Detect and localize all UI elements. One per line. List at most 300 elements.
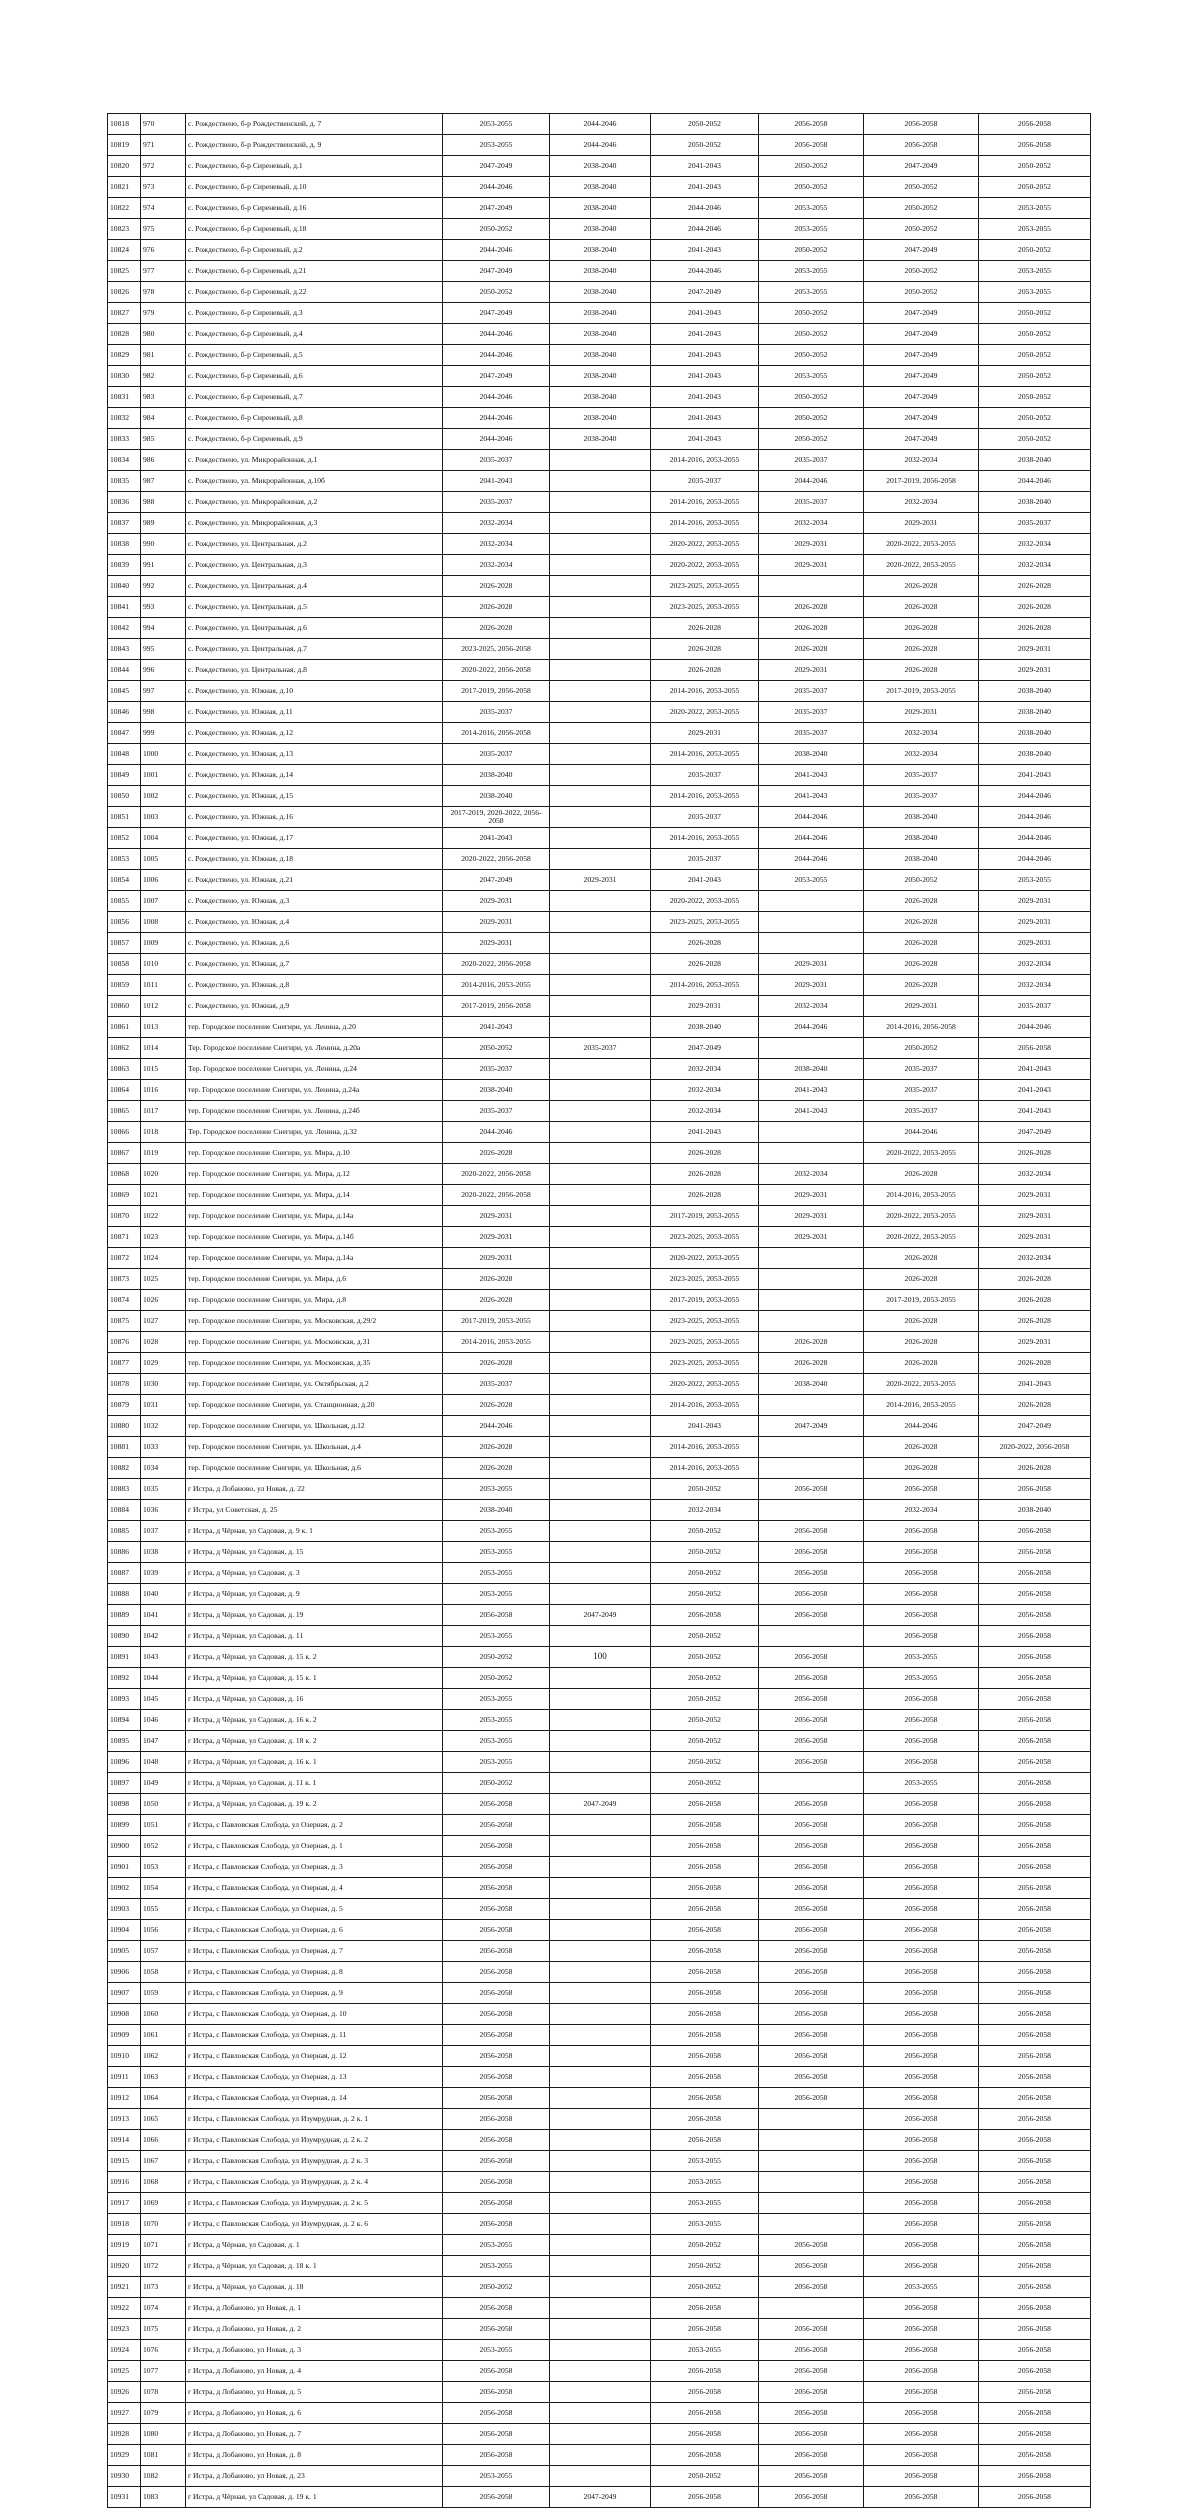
table-row [108, 996, 1091, 1017]
house-number: 1077 [141, 2361, 186, 2382]
period-col-1: 2053-2055 [443, 1710, 550, 1731]
address-cell: г Истра, д Чёрная, ул Садовая, д. 19 [186, 1605, 443, 1626]
table-row [108, 2487, 1091, 2508]
period-col-5: 2026-2028 [864, 1437, 979, 1458]
period-col-2 [550, 2361, 651, 2382]
table-row [108, 219, 1091, 240]
period-col-2 [550, 1899, 651, 1920]
period-col-1: 2038-2040 [443, 786, 550, 807]
period-col-1: 2044-2046 [443, 408, 550, 429]
period-col-6: 2047-2049 [979, 1122, 1091, 1143]
row-number: 10875 [108, 1311, 141, 1332]
period-col-1: 2047-2049 [443, 156, 550, 177]
house-number: 984 [141, 408, 186, 429]
period-col-4: 2056-2058 [759, 2088, 864, 2109]
period-col-5: 2050-2052 [864, 219, 979, 240]
house-number: 1006 [141, 870, 186, 891]
row-number: 10859 [108, 975, 141, 996]
period-col-1: 2029-2031 [443, 1248, 550, 1269]
period-col-1: 2050-2052 [443, 1647, 550, 1668]
period-col-3: 2023-2025, 2053-2055 [651, 597, 759, 618]
period-col-2 [550, 2004, 651, 2025]
period-col-4: 2056-2058 [759, 1668, 864, 1689]
period-col-1: 2056-2058 [443, 2088, 550, 2109]
period-col-2 [550, 1563, 651, 1584]
period-col-6: 2044-2046 [979, 849, 1091, 870]
period-col-2 [550, 1311, 651, 1332]
period-col-2 [550, 1458, 651, 1479]
address-cell: г Истра, д Чёрная, ул Садовая, д. 15 к. 1 [186, 1668, 443, 1689]
period-col-4: 2041-2043 [759, 786, 864, 807]
house-number: 985 [141, 429, 186, 450]
address-cell: г Истра, с Павловская Слобода, ул Изумрудная, д. 2 к. 1 [186, 2109, 443, 2130]
period-col-1: 2050-2052 [443, 1038, 550, 1059]
period-col-3: 2056-2058 [651, 1962, 759, 1983]
period-col-3: 2047-2049 [651, 282, 759, 303]
row-number: 10911 [108, 2067, 141, 2088]
row-number: 10866 [108, 1122, 141, 1143]
period-col-3: 2056-2058 [651, 2382, 759, 2403]
period-col-1: 2035-2037 [443, 744, 550, 765]
table-row [108, 2214, 1091, 2235]
period-col-4: 2056-2058 [759, 1479, 864, 1500]
period-col-5: 2050-2052 [864, 1038, 979, 1059]
period-col-5: 2020-2022, 2053-2055 [864, 1227, 979, 1248]
period-col-4 [759, 1311, 864, 1332]
table-row [108, 2130, 1091, 2151]
period-col-6: 2029-2031 [979, 912, 1091, 933]
row-number: 10921 [108, 2277, 141, 2298]
period-col-6: 2056-2058 [979, 2130, 1091, 2151]
house-number: 992 [141, 576, 186, 597]
period-col-6: 2056-2058 [979, 2025, 1091, 2046]
period-col-1: 2020-2022, 2056-2058 [443, 849, 550, 870]
house-number: 1004 [141, 828, 186, 849]
period-col-1: 2056-2058 [443, 2067, 550, 2088]
period-col-6: 2050-2052 [979, 366, 1091, 387]
period-col-6: 2056-2058 [979, 2067, 1091, 2088]
row-number: 10870 [108, 1206, 141, 1227]
row-number: 10833 [108, 429, 141, 450]
period-col-4 [759, 1290, 864, 1311]
period-col-5: 2056-2058 [864, 1794, 979, 1815]
table-row [108, 2088, 1091, 2109]
address-cell: с. Рождествено, б-р Рождественский, д. 7 [186, 114, 443, 135]
period-col-6: 2029-2031 [979, 891, 1091, 912]
period-col-5: 2056-2058 [864, 2067, 979, 2088]
period-col-1: 2041-2043 [443, 471, 550, 492]
period-col-1: 2047-2049 [443, 870, 550, 891]
period-col-1: 2056-2058 [443, 1941, 550, 1962]
period-col-5: 2056-2058 [864, 1479, 979, 1500]
period-col-6: 2056-2058 [979, 1773, 1091, 1794]
period-col-4 [759, 1122, 864, 1143]
period-col-3: 2041-2043 [651, 345, 759, 366]
period-col-1: 2056-2058 [443, 2109, 550, 2130]
period-col-5: 2044-2046 [864, 1122, 979, 1143]
row-number: 10839 [108, 555, 141, 576]
period-col-6: 2050-2052 [979, 177, 1091, 198]
address-cell: с. Рождествено, ул. Южная, д.4 [186, 912, 443, 933]
period-col-6: 2056-2058 [979, 1605, 1091, 1626]
period-col-2 [550, 2319, 651, 2340]
table-row [108, 1584, 1091, 1605]
period-col-6: 2056-2058 [979, 2424, 1091, 2445]
period-col-2 [550, 618, 651, 639]
table-row [108, 156, 1091, 177]
period-col-4: 2056-2058 [759, 1752, 864, 1773]
period-col-6: 2056-2058 [979, 2046, 1091, 2067]
period-col-5: 2056-2058 [864, 2193, 979, 2214]
period-col-3: 2014-2016, 2053-2055 [651, 744, 759, 765]
period-col-2 [550, 828, 651, 849]
row-number: 10827 [108, 303, 141, 324]
period-col-1: 2050-2052 [443, 1773, 550, 1794]
address-cell: с. Рождествено, ул. Центральная, д.5 [186, 597, 443, 618]
row-number: 10891 [108, 1647, 141, 1668]
house-number: 1048 [141, 1752, 186, 1773]
period-col-3: 2041-2043 [651, 303, 759, 324]
period-col-5: 2056-2058 [864, 2445, 979, 2466]
period-col-4 [759, 1500, 864, 1521]
period-col-4 [759, 1458, 864, 1479]
period-col-1: 2026-2028 [443, 576, 550, 597]
period-col-5: 2056-2058 [864, 2382, 979, 2403]
period-col-4: 2050-2052 [759, 387, 864, 408]
address-cell: с. Рождествено, ул. Центральная, д.4 [186, 576, 443, 597]
period-col-1: 2047-2049 [443, 303, 550, 324]
table-row [108, 576, 1091, 597]
address-cell: г Истра, д Чёрная, ул Садовая, д. 11 [186, 1626, 443, 1647]
row-number: 10919 [108, 2235, 141, 2256]
period-col-6: 2056-2058 [979, 1857, 1091, 1878]
house-number: 1013 [141, 1017, 186, 1038]
period-col-1: 2044-2046 [443, 240, 550, 261]
period-col-6: 2038-2040 [979, 450, 1091, 471]
period-col-5: 2056-2058 [864, 1857, 979, 1878]
period-col-2 [550, 912, 651, 933]
period-col-6: 2032-2034 [979, 555, 1091, 576]
period-col-6: 2056-2058 [979, 2445, 1091, 2466]
table-row [108, 1080, 1091, 1101]
row-number: 10879 [108, 1395, 141, 1416]
period-col-4: 2050-2052 [759, 324, 864, 345]
period-col-6: 2056-2058 [979, 1794, 1091, 1815]
period-col-4 [759, 2193, 864, 2214]
row-number: 10910 [108, 2046, 141, 2067]
period-col-4: 2029-2031 [759, 954, 864, 975]
table-row [108, 2046, 1091, 2067]
period-col-3: 2014-2016, 2053-2055 [651, 1458, 759, 1479]
period-col-5: 2026-2028 [864, 639, 979, 660]
period-col-5: 2026-2028 [864, 660, 979, 681]
address-cell: г Истра, с Павловская Слобода, ул Озерная, д. 11 [186, 2025, 443, 2046]
period-col-3: 2026-2028 [651, 954, 759, 975]
period-col-2 [550, 2088, 651, 2109]
address-cell: с. Рождествено, б-р Сиреневый, д.10 [186, 177, 443, 198]
period-col-6: 2038-2040 [979, 681, 1091, 702]
period-col-5: 2056-2058 [864, 2130, 979, 2151]
period-col-6: 2026-2028 [979, 1290, 1091, 1311]
period-col-5: 2029-2031 [864, 996, 979, 1017]
period-col-4: 2038-2040 [759, 1374, 864, 1395]
table-row [108, 1290, 1091, 1311]
period-col-3: 2056-2058 [651, 1815, 759, 1836]
table-row [108, 2151, 1091, 2172]
period-col-2 [550, 2445, 651, 2466]
table-row [108, 1227, 1091, 1248]
period-col-2 [550, 996, 651, 1017]
row-number: 10901 [108, 1857, 141, 1878]
house-number: 1001 [141, 765, 186, 786]
period-col-2 [550, 1164, 651, 1185]
period-col-4: 2056-2058 [759, 135, 864, 156]
period-col-4 [759, 1437, 864, 1458]
row-number: 10876 [108, 1332, 141, 1353]
row-number: 10856 [108, 912, 141, 933]
period-col-1: 2020-2022, 2056-2058 [443, 1164, 550, 1185]
house-number: 1081 [141, 2445, 186, 2466]
period-col-5: 2056-2058 [864, 2466, 979, 2487]
period-col-4 [759, 2109, 864, 2130]
period-col-3: 2026-2028 [651, 1164, 759, 1185]
period-col-6: 2056-2058 [979, 1941, 1091, 1962]
period-col-3: 2050-2052 [651, 2235, 759, 2256]
period-col-4: 2032-2034 [759, 1164, 864, 1185]
period-col-5: 2035-2037 [864, 1059, 979, 1080]
period-col-5: 2050-2052 [864, 177, 979, 198]
period-col-4: 2032-2034 [759, 996, 864, 1017]
address-cell: с. Рождествено, ул. Южная, д.14 [186, 765, 443, 786]
row-number: 10880 [108, 1416, 141, 1437]
house-number: 1024 [141, 1248, 186, 1269]
period-col-4: 2041-2043 [759, 765, 864, 786]
table-row [108, 933, 1091, 954]
period-col-6: 2053-2055 [979, 870, 1091, 891]
period-col-6: 2056-2058 [979, 2319, 1091, 2340]
table-row [108, 2361, 1091, 2382]
period-col-1: 2020-2022, 2056-2058 [443, 954, 550, 975]
period-col-1: 2056-2058 [443, 1899, 550, 1920]
house-number: 1080 [141, 2424, 186, 2445]
period-col-6: 2056-2058 [979, 1584, 1091, 1605]
row-number: 10898 [108, 1794, 141, 1815]
table-row [108, 1983, 1091, 2004]
period-col-5: 2056-2058 [864, 2256, 979, 2277]
period-col-4: 2056-2058 [759, 114, 864, 135]
house-number: 1036 [141, 1500, 186, 1521]
address-cell: г Истра, д Лобаново, ул Новая, д. 4 [186, 2361, 443, 2382]
period-col-3: 2053-2055 [651, 2172, 759, 2193]
table-row [108, 450, 1091, 471]
house-number: 1082 [141, 2466, 186, 2487]
period-col-1: 2017-2019, 2056-2058 [443, 996, 550, 1017]
period-col-2 [550, 1374, 651, 1395]
period-col-5: 2014-2016, 2053-2055 [864, 1395, 979, 1416]
address-cell: г Истра, с Павловская Слобода, ул Изумрудная, д. 2 к. 5 [186, 2193, 443, 2214]
table-row [108, 1206, 1091, 1227]
period-col-2 [550, 1626, 651, 1647]
period-col-3: 2050-2052 [651, 1752, 759, 1773]
period-col-6: 2029-2031 [979, 1227, 1091, 1248]
row-number: 10878 [108, 1374, 141, 1395]
address-cell: с. Рождествено, ул. Микрорайонная, д.3 [186, 513, 443, 534]
table-row [108, 114, 1091, 135]
address-cell: г Истра, д Чёрная, ул Садовая, д. 18 к. 1 [186, 2256, 443, 2277]
period-col-4: 2029-2031 [759, 534, 864, 555]
period-col-2 [550, 1437, 651, 1458]
table-row [108, 2256, 1091, 2277]
period-col-5: 2026-2028 [864, 576, 979, 597]
period-col-1: 2053-2055 [443, 2340, 550, 2361]
period-col-3: 2041-2043 [651, 366, 759, 387]
address-cell: с. Рождествено, ул. Южная, д.11 [186, 702, 443, 723]
table-row [108, 1857, 1091, 1878]
period-col-6: 2056-2058 [979, 2361, 1091, 2382]
row-number: 10903 [108, 1899, 141, 1920]
period-col-6: 2056-2058 [979, 2004, 1091, 2025]
house-number: 999 [141, 723, 186, 744]
period-col-5: 2020-2022, 2053-2055 [864, 534, 979, 555]
period-col-5: 2014-2016, 2056-2058 [864, 1017, 979, 1038]
house-number: 982 [141, 366, 186, 387]
period-col-6: 2050-2052 [979, 156, 1091, 177]
table-row [108, 702, 1091, 723]
period-col-4: 2056-2058 [759, 2487, 864, 2508]
row-number: 10868 [108, 1164, 141, 1185]
period-col-1: 2050-2052 [443, 282, 550, 303]
period-col-4: 2044-2046 [759, 471, 864, 492]
period-col-6: 2029-2031 [979, 1206, 1091, 1227]
period-col-2 [550, 1143, 651, 1164]
table-row [108, 1458, 1091, 1479]
period-col-6: 2020-2022, 2056-2058 [979, 1437, 1091, 1458]
period-col-5: 2032-2034 [864, 723, 979, 744]
period-col-1: 2026-2028 [443, 597, 550, 618]
period-col-3: 2050-2052 [651, 1647, 759, 1668]
period-col-1: 2035-2037 [443, 1374, 550, 1395]
period-col-3: 2053-2055 [651, 2214, 759, 2235]
period-col-3: 2032-2034 [651, 1080, 759, 1101]
period-col-3: 2050-2052 [651, 1626, 759, 1647]
period-col-2: 2038-2040 [550, 345, 651, 366]
house-number: 1018 [141, 1122, 186, 1143]
period-col-5: 2056-2058 [864, 2424, 979, 2445]
period-col-4: 2035-2037 [759, 450, 864, 471]
table-row [108, 471, 1091, 492]
period-col-6: 2026-2028 [979, 1395, 1091, 1416]
period-col-6: 2041-2043 [979, 1101, 1091, 1122]
period-col-1: 2056-2058 [443, 2487, 550, 2508]
address-cell: г Истра, д Чёрная, ул Садовая, д. 11 к. 1 [186, 1773, 443, 1794]
period-col-5: 2050-2052 [864, 282, 979, 303]
table-row [108, 1752, 1091, 1773]
address-cell: тер. Городское поселение Снегири, ул. Октябрьская, д.2 [186, 1374, 443, 1395]
period-col-5: 2056-2058 [864, 2403, 979, 2424]
period-col-4: 2056-2058 [759, 1941, 864, 1962]
period-col-4: 2053-2055 [759, 198, 864, 219]
period-col-3: 2053-2055 [651, 2151, 759, 2172]
row-number: 10845 [108, 681, 141, 702]
address-cell: тер. Городское поселение Снегири, ул. Ленина, д.24б [186, 1101, 443, 1122]
table-row [108, 786, 1091, 807]
period-col-5: 2029-2031 [864, 702, 979, 723]
period-col-1: 2047-2049 [443, 198, 550, 219]
period-col-1: 2053-2055 [443, 1584, 550, 1605]
table-row [108, 1017, 1091, 1038]
period-col-1: 2053-2055 [443, 1626, 550, 1647]
period-col-2 [550, 1521, 651, 1542]
period-col-5: 2050-2052 [864, 870, 979, 891]
period-col-4: 2056-2058 [759, 1794, 864, 1815]
period-col-5: 2056-2058 [864, 2151, 979, 2172]
period-col-3: 2023-2025, 2053-2055 [651, 1332, 759, 1353]
address-cell: г Истра, с Павловская Слобода, ул Озерная, д. 7 [186, 1941, 443, 1962]
house-number: 1031 [141, 1395, 186, 1416]
row-number: 10906 [108, 1962, 141, 1983]
table-row [108, 891, 1091, 912]
period-col-5: 2056-2058 [864, 1899, 979, 1920]
house-number: 1030 [141, 1374, 186, 1395]
house-number: 1079 [141, 2403, 186, 2424]
period-col-3: 2023-2025, 2053-2055 [651, 1227, 759, 1248]
period-col-1: 2050-2052 [443, 219, 550, 240]
address-cell: г Истра, д Лобаново, ул Новая, д. 7 [186, 2424, 443, 2445]
period-col-2: 2038-2040 [550, 156, 651, 177]
period-col-4: 2056-2058 [759, 2424, 864, 2445]
period-col-2: 2038-2040 [550, 282, 651, 303]
address-cell: тер. Городское поселение Снегири, ул. Мира, д.12 [186, 1164, 443, 1185]
table-row [108, 1479, 1091, 1500]
row-number: 10920 [108, 2256, 141, 2277]
period-col-6: 2050-2052 [979, 429, 1091, 450]
address-cell: г Истра, с Павловская Слобода, ул Озерная, д. 8 [186, 1962, 443, 1983]
period-col-3: 2014-2016, 2053-2055 [651, 975, 759, 996]
period-col-4: 2056-2058 [759, 1521, 864, 1542]
period-col-3: 2017-2019, 2053-2055 [651, 1206, 759, 1227]
address-cell: г Истра, д Чёрная, ул Садовая, д. 15 к. 2 [186, 1647, 443, 1668]
table-row [108, 2340, 1091, 2361]
period-col-4 [759, 2130, 864, 2151]
table-row [108, 2025, 1091, 2046]
period-col-4: 2056-2058 [759, 1899, 864, 1920]
table-row [108, 1353, 1091, 1374]
period-col-4: 2053-2055 [759, 870, 864, 891]
period-col-2 [550, 2403, 651, 2424]
period-col-5: 2032-2034 [864, 492, 979, 513]
address-cell: с. Рождествено, ул. Микрорайонная, д.1 [186, 450, 443, 471]
period-col-6: 2056-2058 [979, 2403, 1091, 2424]
house-number: 1064 [141, 2088, 186, 2109]
period-col-3: 2050-2052 [651, 1542, 759, 1563]
table-row [108, 597, 1091, 618]
table-row [108, 744, 1091, 765]
period-col-5: 2014-2016, 2053-2055 [864, 1185, 979, 1206]
table-row [108, 765, 1091, 786]
row-number: 10922 [108, 2298, 141, 2319]
period-col-4: 2029-2031 [759, 975, 864, 996]
period-col-1: 2053-2055 [443, 2235, 550, 2256]
period-col-4: 2056-2058 [759, 1605, 864, 1626]
period-col-4 [759, 576, 864, 597]
period-col-2 [550, 1059, 651, 1080]
period-col-5: 2056-2058 [864, 1731, 979, 1752]
period-col-2 [550, 1290, 651, 1311]
house-number: 1058 [141, 1962, 186, 1983]
period-col-2 [550, 534, 651, 555]
period-col-3: 2032-2034 [651, 1059, 759, 1080]
period-col-6: 2053-2055 [979, 282, 1091, 303]
